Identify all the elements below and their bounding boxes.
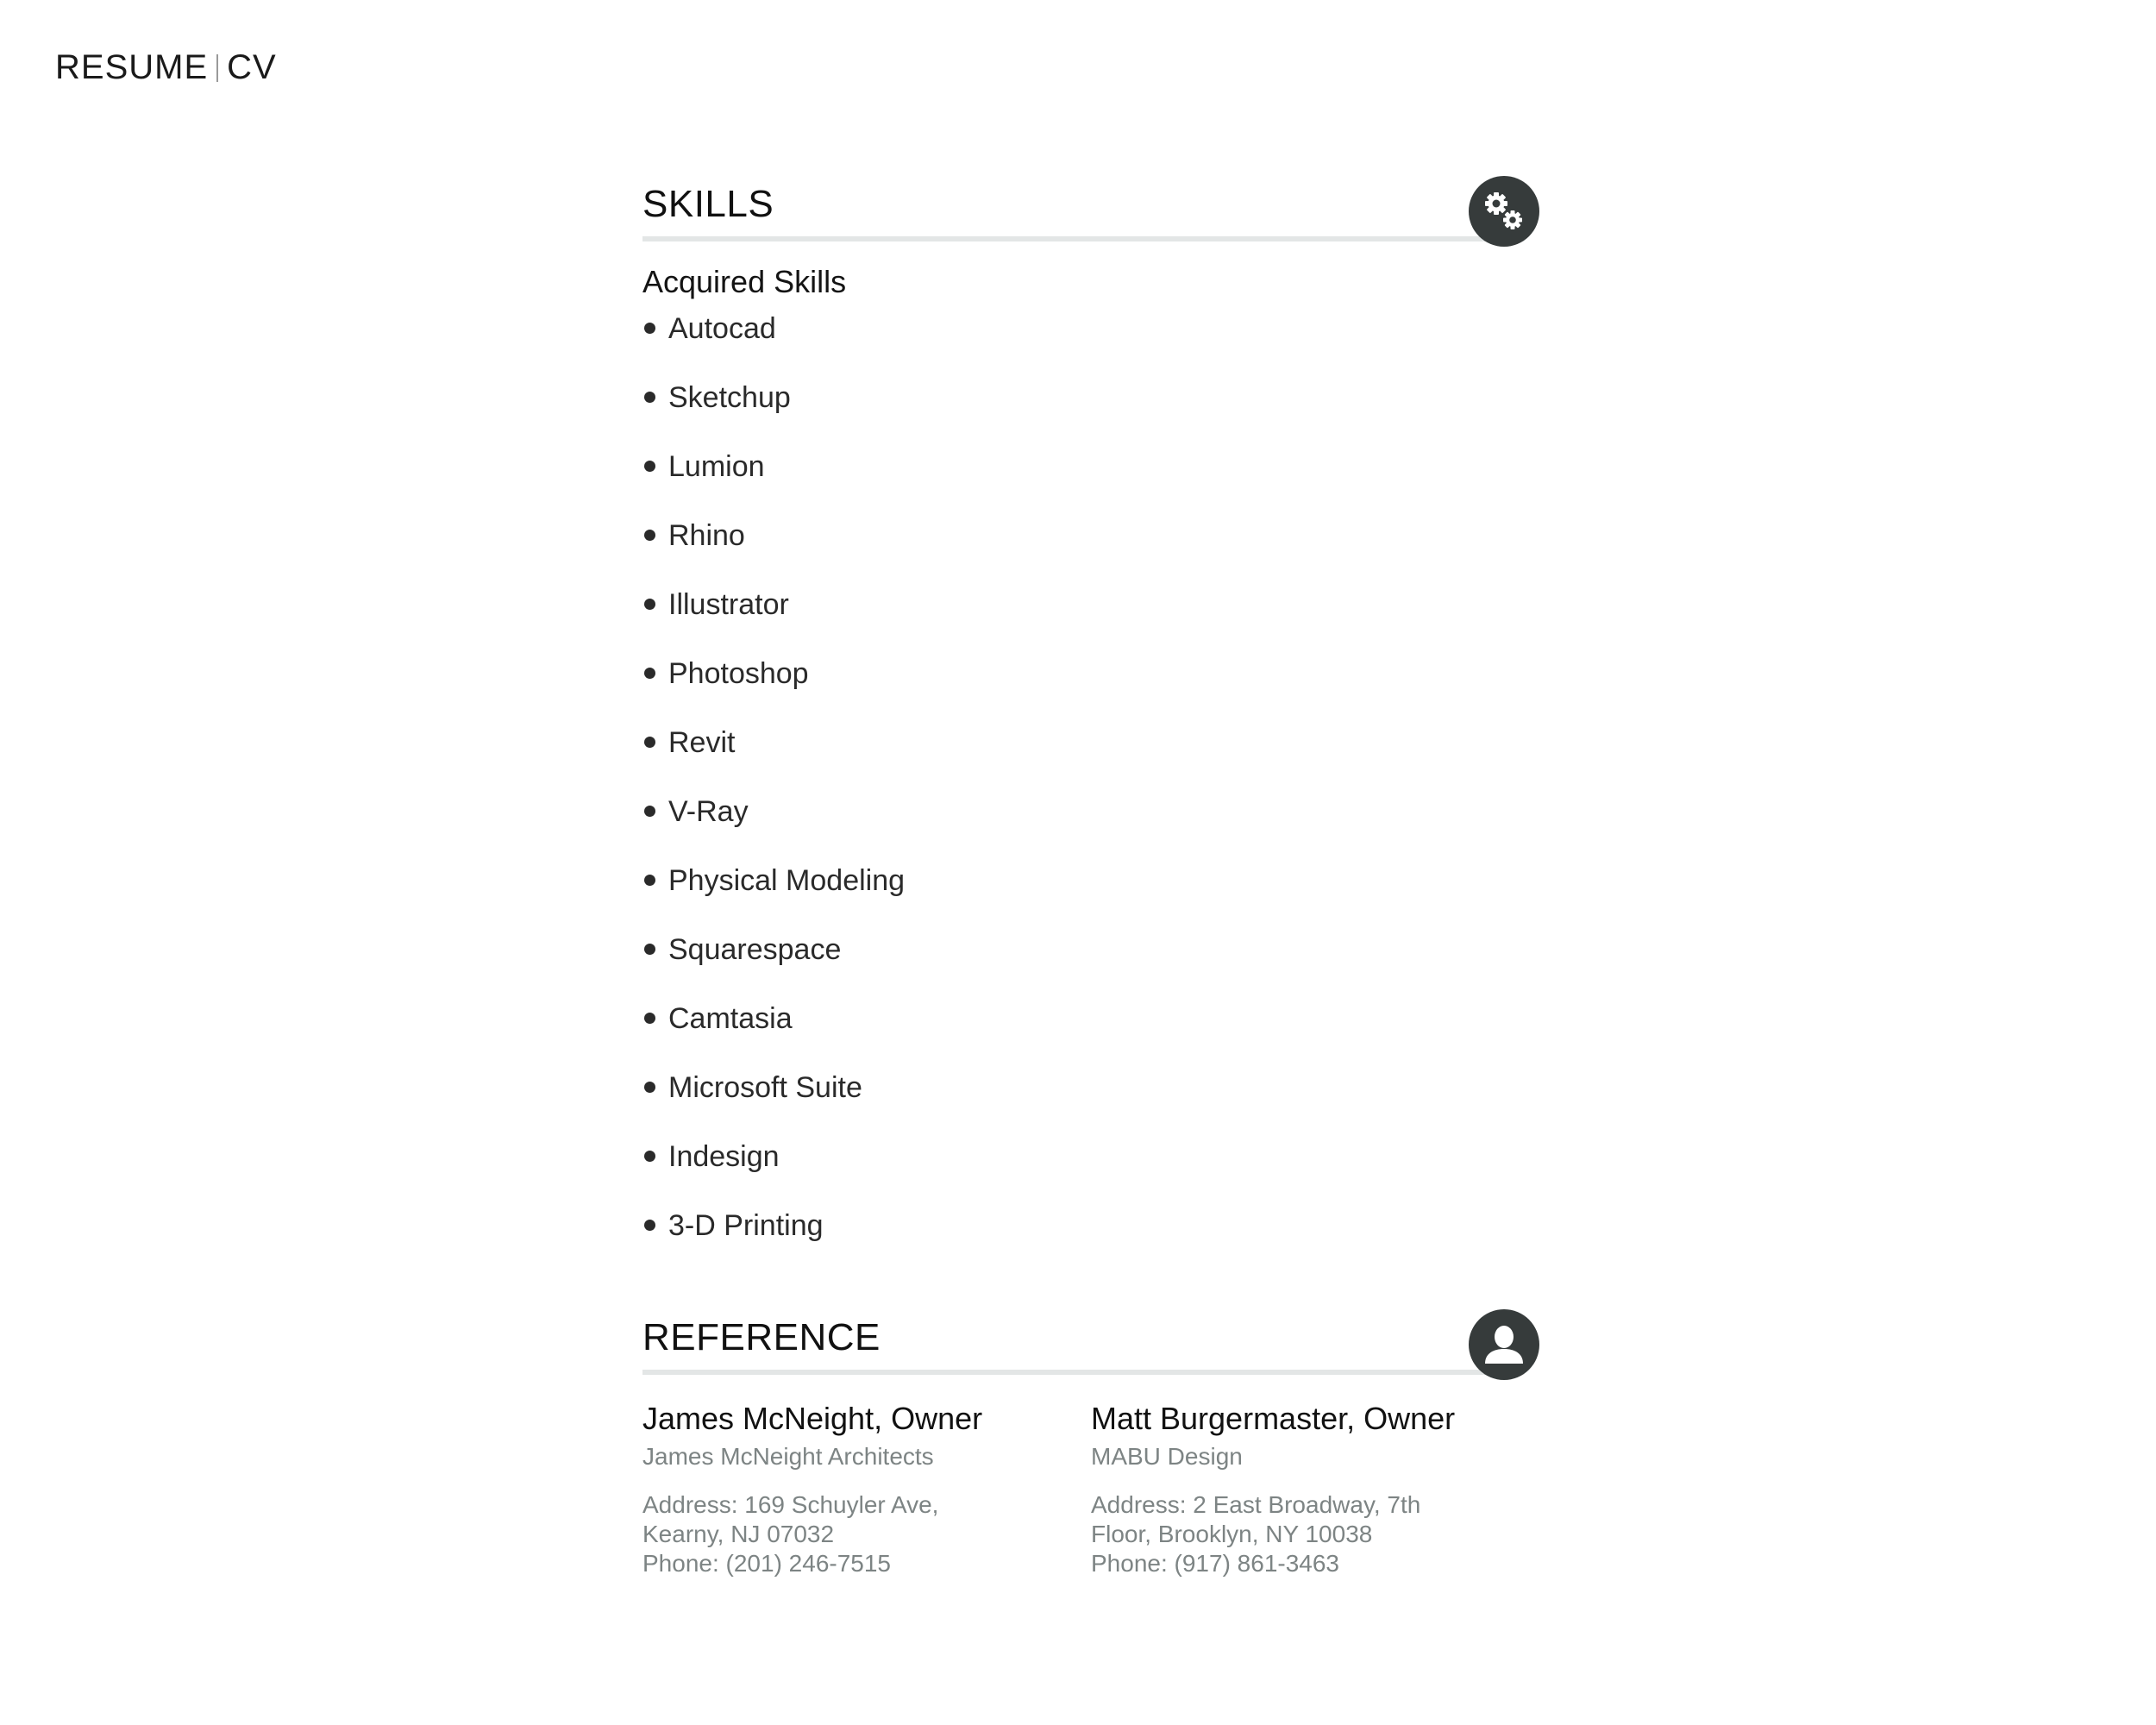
reference-section [642,1306,1539,1578]
skill-item: Physical Modeling [642,861,1539,930]
reference-card [642,1397,1091,1578]
reference-phone: Phone: (917) 861-3463 [1091,1550,1339,1577]
skills-title: SKILLS [642,183,774,225]
skill-item: Illustrator [642,585,1539,654]
skill-item: Squarespace [642,930,1539,999]
reference-divider [642,1370,1505,1375]
reference-address: Address: 169 Schuyler Ave, Kearny, NJ 07032 [642,1491,939,1547]
person-icon-svg [1480,1320,1528,1369]
reference-header [642,1306,1539,1380]
brand-logo [55,48,277,87]
skill-item: Camtasia [642,999,1539,1068]
skill-item: Lumion [642,447,1539,516]
skills-subheading: Acquired Skills [642,264,847,299]
resume-content [642,172,1539,1578]
gears-icon [1469,176,1539,247]
reference-list [642,1397,1539,1578]
skill-item: Microsoft Suite [642,1068,1539,1137]
skill-item: Indesign [642,1137,1539,1206]
reference-address: Address: 2 East Broadway, 7th Floor, Brooklyn, NY 10038 [1091,1491,1421,1547]
brand-resume: RESUME [55,48,209,86]
reference-company: MABU Design [1091,1443,1243,1470]
skill-item: V-Ray [642,792,1539,861]
skill-item: 3-D Printing [642,1206,1539,1275]
reference-phone: Phone: (201) 246-7515 [642,1550,891,1577]
skills-header [642,172,1539,247]
reference-card [1091,1397,1539,1578]
skill-item: Rhino [642,516,1539,585]
reference-name: Matt Burgermaster, Owner [1091,1401,1456,1436]
person-icon [1469,1309,1539,1380]
skill-item: Photoshop [642,654,1539,723]
reference-name: James McNeight, Owner [642,1401,983,1436]
reference-title: REFERENCE [642,1316,881,1358]
reference-company: James McNeight Architects [642,1443,934,1470]
skill-item: Sketchup [642,378,1539,447]
gears-icon-svg [1478,185,1530,237]
skill-item: Revit [642,723,1539,792]
brand-separator [216,54,218,82]
brand-cv: CV [227,48,277,86]
skills-divider [642,236,1505,242]
skills-list [642,309,1539,1275]
skills-section [642,172,1539,1275]
skill-item: Autocad [642,309,1539,378]
